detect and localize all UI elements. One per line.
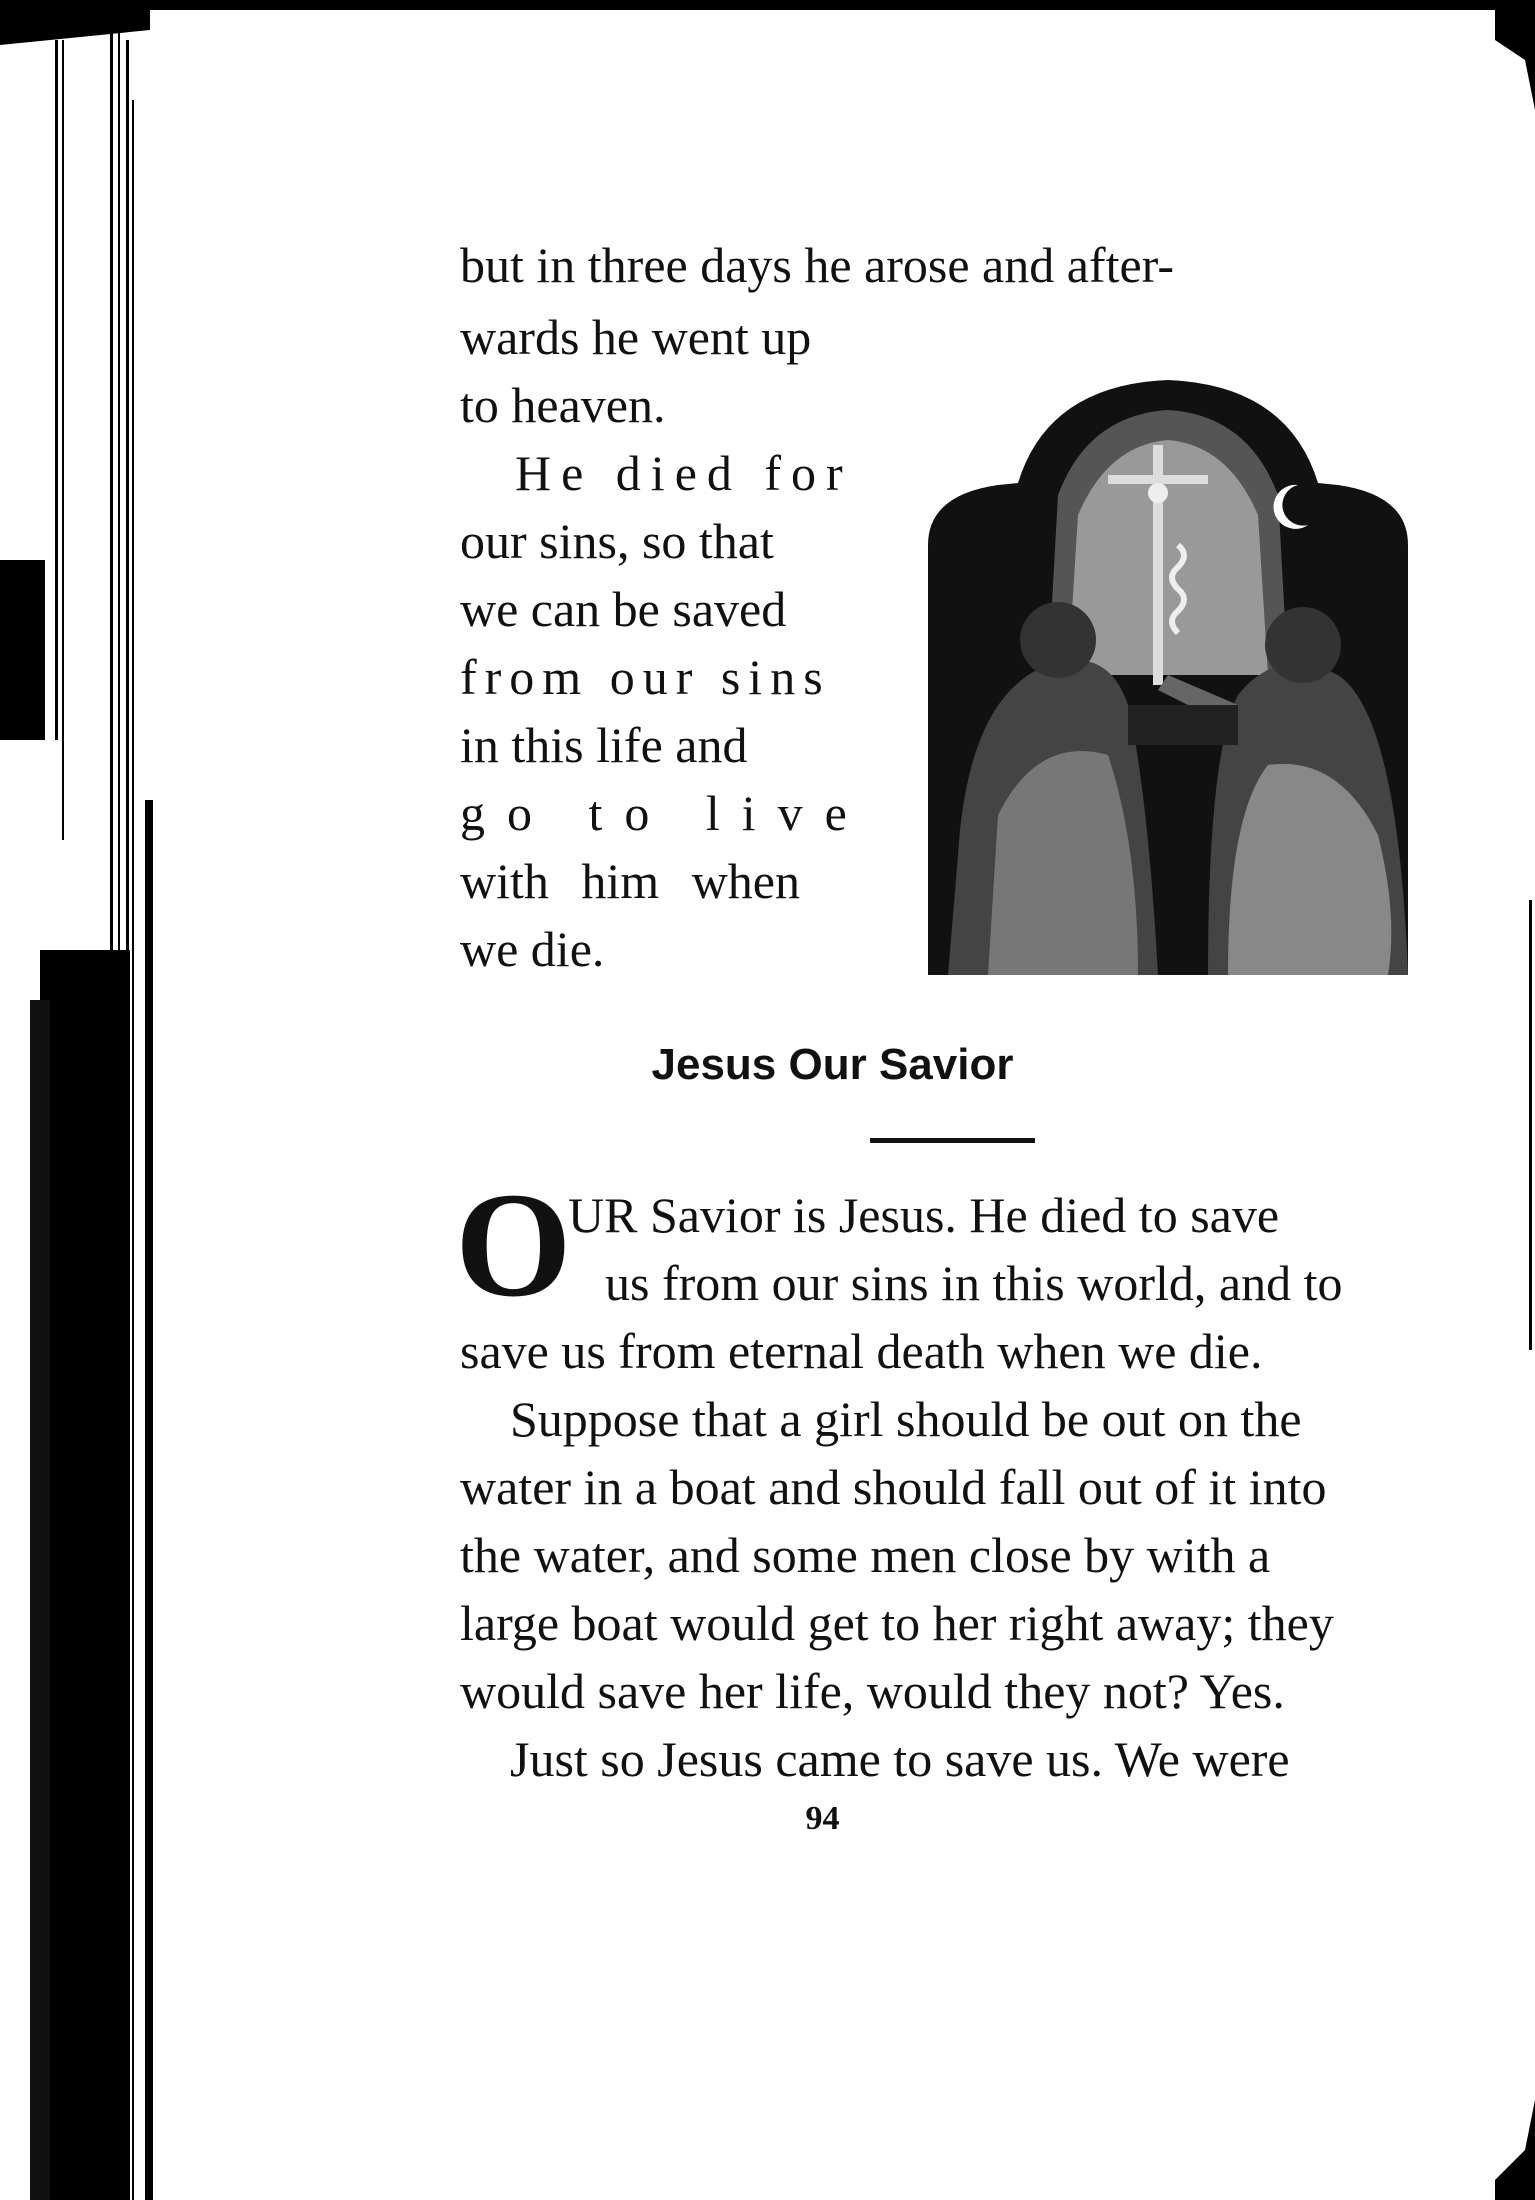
- scan-top-edge: [0, 0, 1535, 10]
- text-line: to heaven.: [460, 377, 666, 433]
- engraving-illustration: [908, 375, 1428, 980]
- section-heading: Jesus Our Savior: [651, 1040, 1014, 1089]
- text-line: in this life and: [460, 717, 748, 773]
- text-line: our sins, so that: [460, 513, 774, 569]
- text-line: UR Savior is Jesus. He died to save: [568, 1187, 1280, 1243]
- text-line: save us from eternal death when we die.: [460, 1323, 1263, 1379]
- text-line: we can be saved: [460, 581, 787, 637]
- text-line: large boat would get to her right away; they: [460, 1595, 1334, 1651]
- text-line: we die.: [460, 921, 605, 977]
- text-line: He died for: [515, 445, 853, 501]
- text-line: from our sins: [460, 649, 831, 705]
- text-line: us from our sins in this world, and to: [605, 1255, 1343, 1311]
- text-line: Just so Jesus came to save us. We were: [510, 1731, 1290, 1787]
- drop-cap: O: [455, 1162, 572, 1328]
- text-line: but in three days he arose and after-: [460, 237, 1174, 293]
- scan-binding-edge: [0, 0, 160, 2200]
- page-number: 94: [805, 1800, 840, 1837]
- heading-rule: [870, 1138, 1035, 1143]
- text-line: with him when: [460, 853, 800, 909]
- text-line: go to live: [460, 785, 869, 841]
- text-line: Suppose that a girl should be out on the: [510, 1391, 1302, 1447]
- text-line: the water, and some men close by with a: [460, 1527, 1271, 1583]
- text-line: wards he went up: [460, 309, 812, 365]
- text-line: water in a boat and should fall out of it into: [460, 1459, 1327, 1515]
- text-line: would save her life, would they not? Yes.: [460, 1663, 1285, 1719]
- scan-page-edge: [1495, 0, 1535, 2200]
